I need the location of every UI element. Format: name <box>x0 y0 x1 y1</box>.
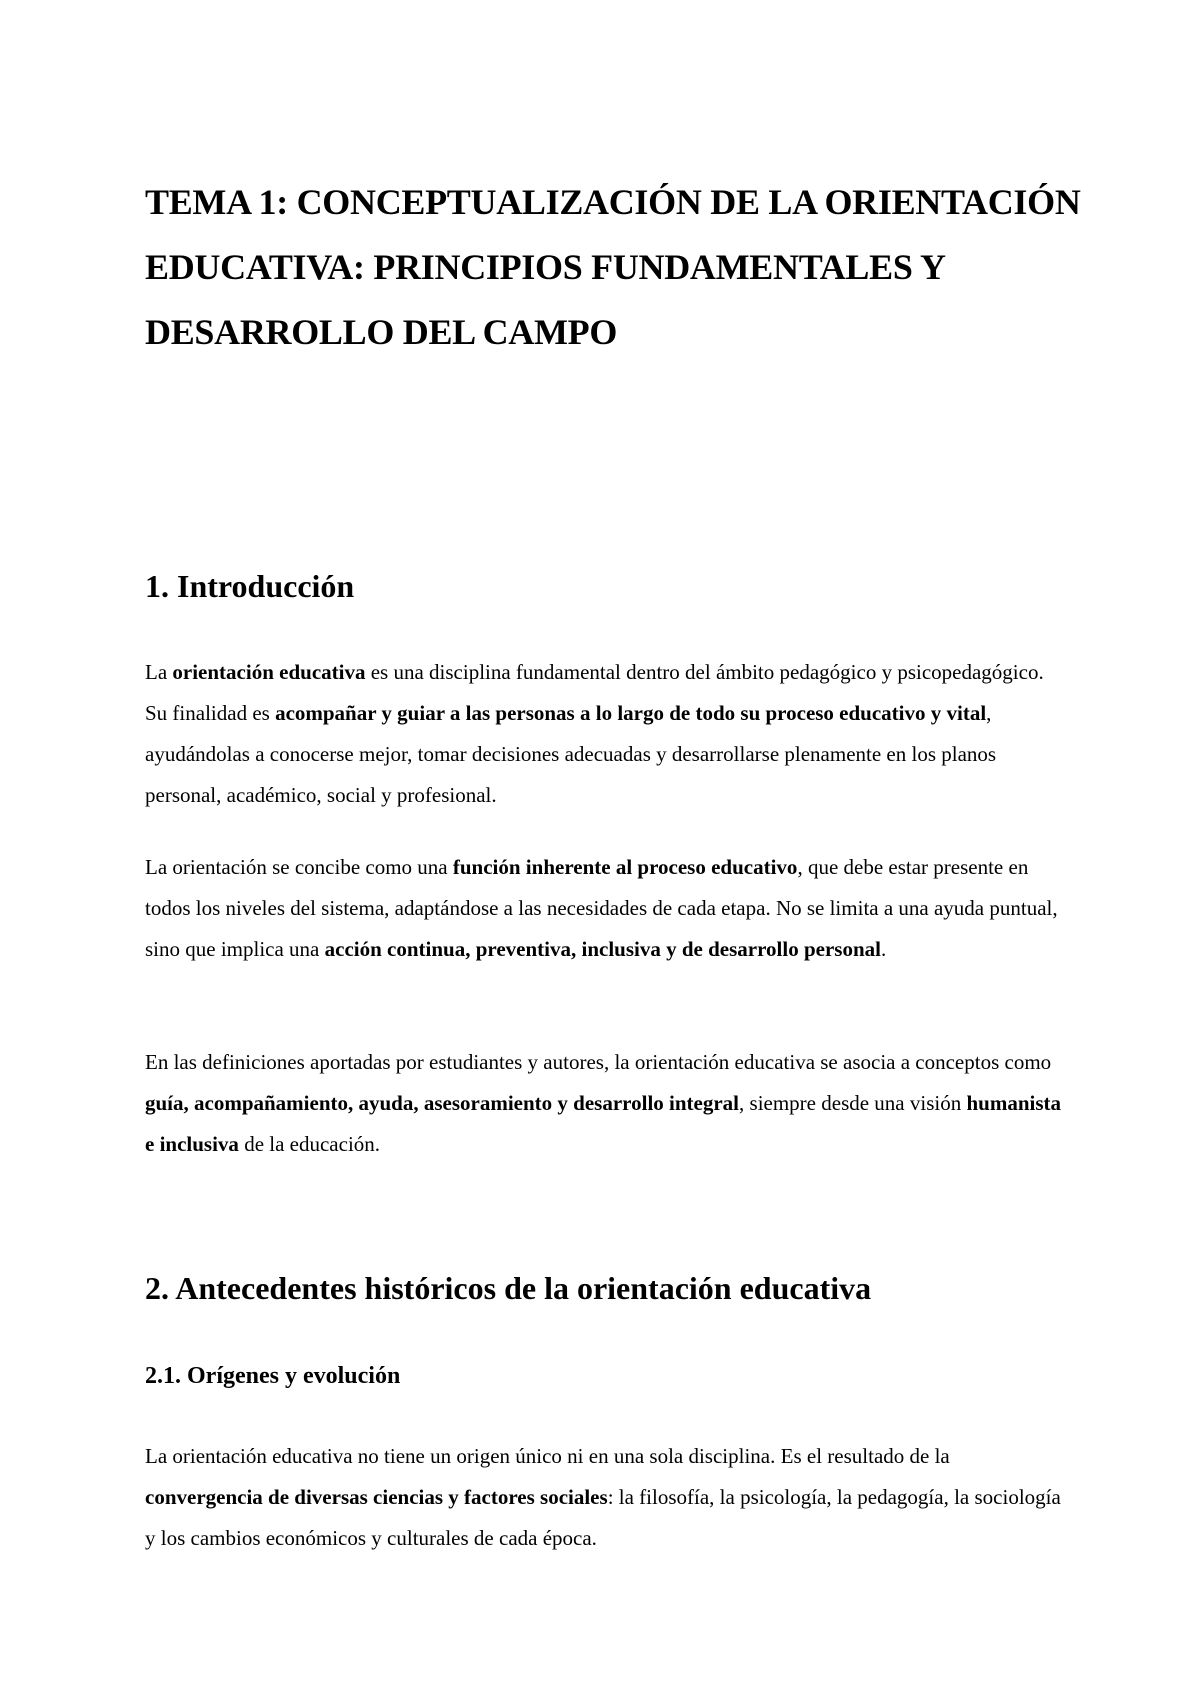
bold-text: orientación educativa <box>172 660 366 684</box>
section-heading-introduccion: 1. Introducción <box>145 568 355 604</box>
text-run: La orientación se concibe como una <box>145 855 453 879</box>
text-run: , ayudándolas a conocerse mejor, tomar decisiones adecuadas y desarrollarse plenamente en los planos personal, académico, social y profesional. <box>145 701 997 807</box>
bold-text: acción continua, preventiva, inclusiva y de desarrollo personal <box>324 937 881 961</box>
text-run: . <box>880 937 887 961</box>
text-run: La <box>145 660 173 684</box>
paragraph <box>145 1042 1065 1165</box>
document-title: TEMA 1: CONCEPTUALIZACIÓN DE LA ORIENTACIÓN EDUCATIVA: PRINCIPIOS FUNDAMENTALES Y DESARROLLO DEL CAMPO <box>145 182 1081 352</box>
paragraph <box>145 847 1065 970</box>
text-run: de la educación. <box>238 1132 381 1156</box>
text-run: , siempre desde una visión <box>739 1091 967 1115</box>
paragraph <box>145 1436 1065 1559</box>
paragraph <box>145 652 1065 816</box>
bold-text: guía, acompañamiento, ayuda, asesoramiento y desarrollo integral <box>145 1091 740 1115</box>
bold-text: humanista e inclusiva <box>145 1091 1061 1156</box>
bold-text: acompañar y guiar a las personas a lo largo de todo su proceso educativo y vital <box>275 701 987 725</box>
text-run: : la filosofía, la psicología, la pedagogía, la sociología y los cambios económicos y culturales de cada época. <box>145 1485 1061 1550</box>
text-run: es una disciplina fundamental dentro del ámbito pedagógico y psicopedagógico. Su finalidad es <box>145 660 1044 725</box>
text-run: La orientación educativa no tiene un origen único ni en una sola disciplina. Es el resultado de la <box>145 1444 950 1468</box>
subsection-heading-origenes: 2.1. Orígenes y evolución <box>145 1363 401 1389</box>
bold-text: convergencia de diversas ciencias y factores sociales <box>145 1485 608 1509</box>
text-run: , que debe estar presente en todos los niveles del sistema, adaptándose a las necesidades de cada etapa. No se limita a una ayuda puntual, sino que implica una <box>145 855 1058 961</box>
section-heading-antecedentes: 2. Antecedentes históricos de la orientación educativa <box>145 1270 872 1306</box>
text-run: En las definiciones aportadas por estudiantes y autores, la orientación educativa se asocia a conceptos como <box>145 1050 1052 1074</box>
bold-text: función inherente al proceso educativo <box>452 855 798 879</box>
